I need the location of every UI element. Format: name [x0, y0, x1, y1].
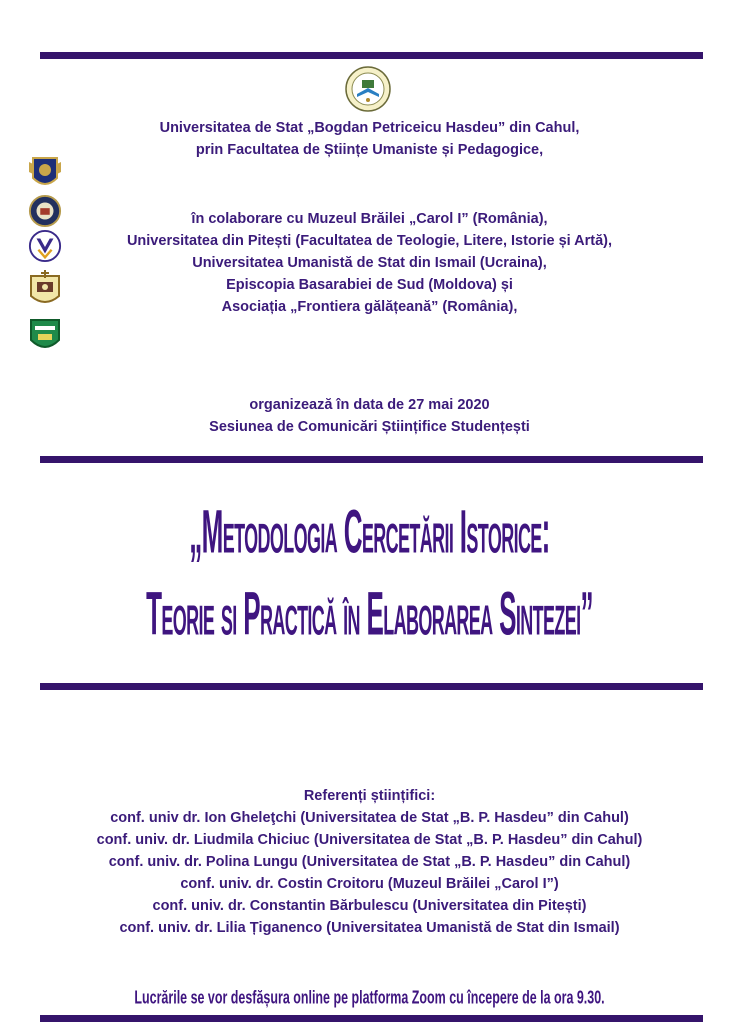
middle-rule-1: [40, 456, 703, 463]
title-line-1: „Metodologia Cercetării Istorice:: [189, 497, 550, 566]
referees-heading: Referenți științifici:: [303, 788, 436, 804]
referee-5: conf. univ. dr. Constantin Bărbulescu (Universitatea din Pitești): [152, 898, 587, 914]
footer-note: Lucrările se vor desfășura online pe platforma Zoom cu începere de la ora 9.30.: [134, 988, 605, 1009]
organizer-line-1: Universitatea de Stat „Bogdan Petriceicu Hasdeu” din Cahul,: [159, 120, 580, 136]
event-name: Sesiunea de Comunicări Științifice Studențești: [209, 419, 530, 435]
referee-1: conf. univ dr. Ion Gheleţchi (Universitatea de Stat „B. P. Hasdeu” din Cahul): [110, 810, 629, 826]
partner-line-4: Episcopia Basarabiei de Sud (Moldova) și: [226, 277, 513, 293]
green-emblem-icon: [27, 314, 63, 356]
partner-line-3: Universitatea Umanistă de Stat din Ismail (Ucraina),: [192, 255, 547, 271]
partner-line-2: Universitatea din Pitești (Facultatea de Teologie, Litere, Istorie și Artă),: [126, 233, 613, 249]
top-rule: [40, 52, 703, 59]
title-line-2: Teorie si Practică în Elaborarea Sintezei”: [146, 579, 593, 648]
middle-rule-2: [40, 683, 703, 690]
organizer-line-2: prin Facultatea de Științe Umaniste și Pedagogice,: [195, 142, 544, 158]
event-date: organizează în data de 27 mai 2020: [249, 397, 490, 413]
referee-6: conf. univ. dr. Lilia Țiganenco (Universitatea Umanistă de Stat din Ismail): [119, 920, 620, 936]
referee-2: conf. univ. dr. Liudmila Chiciuc (Universitatea de Stat „B. P. Hasdeu” din Cahul): [96, 832, 643, 848]
referee-3: conf. univ. dr. Polina Lungu (Universitatea de Stat „B. P. Hasdeu” din Cahul): [108, 854, 631, 870]
crest-icon: [27, 154, 63, 192]
referee-4: conf. univ. dr. Costin Croitoru (Muzeul Brăilei „Carol I”): [180, 876, 559, 892]
partner-line-1: în colaborare cu Muzeul Brăilei „Carol I” (România),: [191, 211, 548, 227]
bottom-rule: [40, 1015, 703, 1022]
partner-line-5: Asociația „Frontiera gălățeană” (România),: [221, 299, 518, 315]
university-seal-icon: [345, 66, 391, 112]
